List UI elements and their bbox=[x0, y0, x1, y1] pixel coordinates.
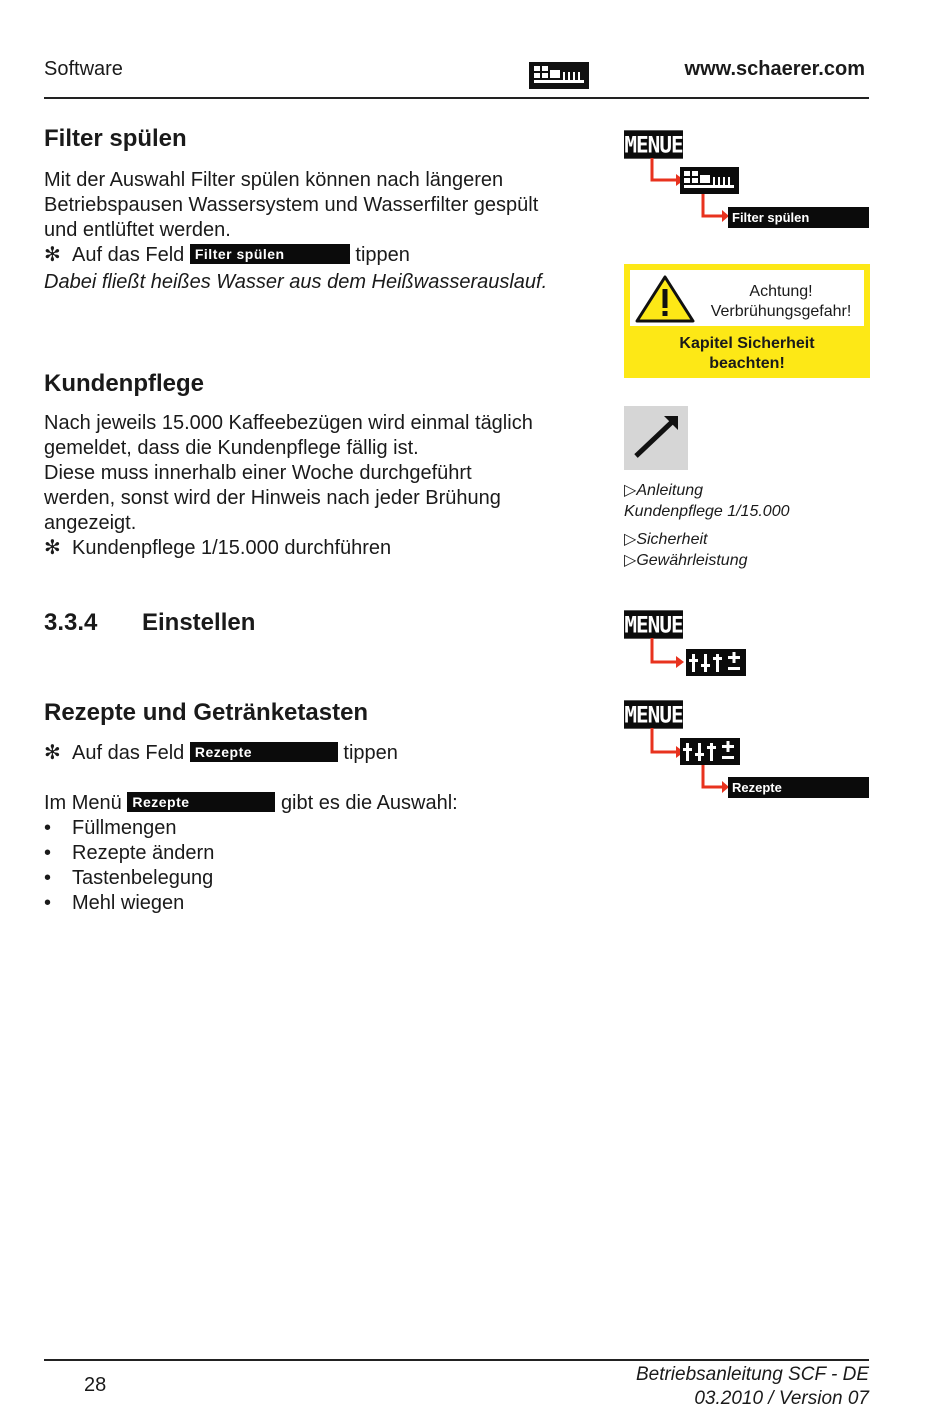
warning-triangle-icon bbox=[634, 274, 696, 324]
section-number: 3.3.4 bbox=[44, 609, 98, 636]
text-line: werden, sonst wird der Hinweis nach jeder Brühung bbox=[44, 487, 501, 509]
settings-sliders-icon[interactable] bbox=[686, 649, 746, 676]
menue-button[interactable]: MENUE bbox=[624, 130, 683, 158]
header-section: Software bbox=[44, 58, 123, 80]
settings-sliders-icon[interactable] bbox=[680, 738, 740, 765]
rezepte-step: ✻ Auf das Feld Rezepte tippen bbox=[44, 742, 398, 764]
tool-icon bbox=[624, 406, 688, 470]
text-line: gemeldet, dass die Kundenpflege fällig ist. bbox=[44, 437, 419, 459]
coffee-machine-icon[interactable] bbox=[680, 167, 739, 194]
section-title-rezepte: Rezepte und Getränketasten bbox=[44, 699, 369, 726]
menue-button[interactable]: MENUE bbox=[624, 610, 683, 638]
footer-doc-info: Betriebsanleitung SCF - DE 03.2010 / Version 07 bbox=[635, 1364, 869, 1409]
kundenpflege-text bbox=[44, 411, 604, 561]
section-title-filter: Filter spülen bbox=[44, 125, 187, 152]
instruction-step: ✻ Auf das Feld Filter spülen tippen bbox=[44, 244, 410, 266]
reference-kundenpflege[interactable]: ▷Anleitung Kundenpflege 1/15.000 bbox=[624, 482, 790, 520]
step-asterisk-icon: ✻ bbox=[44, 244, 61, 266]
text-line: Diese muss innerhalb einer Woche durchgeführt bbox=[44, 462, 472, 484]
menue-button[interactable]: MENUE bbox=[624, 700, 683, 728]
rezepte-field[interactable]: Rezepte bbox=[190, 742, 338, 762]
step-asterisk-icon: ✻ bbox=[44, 537, 61, 559]
rezepte-menu-text: Im Menü Rezepte gibt es die Auswahl: bbox=[44, 792, 458, 814]
footer-divider bbox=[44, 1359, 869, 1361]
list-item: • Rezepte ändern bbox=[44, 842, 215, 864]
nav-arrow-icon bbox=[640, 638, 690, 670]
text-line: angezeigt. bbox=[44, 512, 137, 534]
reference-gewaehrleistung[interactable]: ▷Gewährleistung bbox=[624, 552, 748, 569]
section-title-kundenpflege: Kundenpflege bbox=[44, 370, 204, 397]
filter-text bbox=[44, 168, 604, 295]
text-line: Nach jeweils 15.000 Kaffeebezügen wird einmal täglich bbox=[44, 412, 533, 434]
text-line: Betriebspausen Wassersystem und Wasserfilter gespült bbox=[44, 194, 539, 216]
list-item: • Mehl wiegen bbox=[44, 892, 185, 914]
rezepte-menu-field[interactable]: Rezepte bbox=[127, 792, 275, 812]
rezepte-menu-item[interactable]: Rezepte bbox=[728, 777, 869, 798]
warning-box bbox=[624, 264, 870, 378]
coffee-machine-icon bbox=[529, 62, 589, 89]
section-title-einstellen: Einstellen bbox=[142, 609, 256, 636]
text-line: Mit der Auswahl Filter spülen können nach längeren bbox=[44, 169, 504, 191]
filter-note: Dabei fließt heißes Wasser aus dem Heißwasserauslauf. bbox=[44, 271, 548, 293]
list-item: • Tastenbelegung bbox=[44, 867, 214, 889]
reference-arrow-icon: ▷ bbox=[624, 482, 637, 499]
reference-arrow-icon: ▷ bbox=[624, 552, 637, 569]
warning-footer: Kapitel Sicherheit beachten! bbox=[679, 335, 815, 372]
reference-sicherheit[interactable]: ▷Sicherheit bbox=[624, 531, 708, 548]
filter-spuelen-field[interactable]: Filter spülen bbox=[190, 244, 350, 264]
instruction-step: ✻ Kundenpflege 1/15.000 durchführen bbox=[44, 537, 392, 559]
rezepte-options-list bbox=[44, 816, 604, 916]
reference-arrow-icon: ▷ bbox=[624, 531, 637, 548]
header-website[interactable]: www.schaerer.com bbox=[684, 58, 865, 80]
warning-inner bbox=[630, 270, 864, 326]
step-asterisk-icon: ✻ bbox=[44, 742, 61, 764]
header-divider bbox=[44, 97, 869, 99]
list-item: • Füllmengen bbox=[44, 817, 177, 839]
filter-spuelen-menu-item[interactable]: Filter spülen bbox=[728, 207, 869, 228]
page-number: 28 bbox=[84, 1374, 107, 1396]
warning-text: Achtung! Verbrühungsgefahr! bbox=[710, 283, 852, 320]
text-line: und entlüftet werden. bbox=[44, 219, 231, 241]
